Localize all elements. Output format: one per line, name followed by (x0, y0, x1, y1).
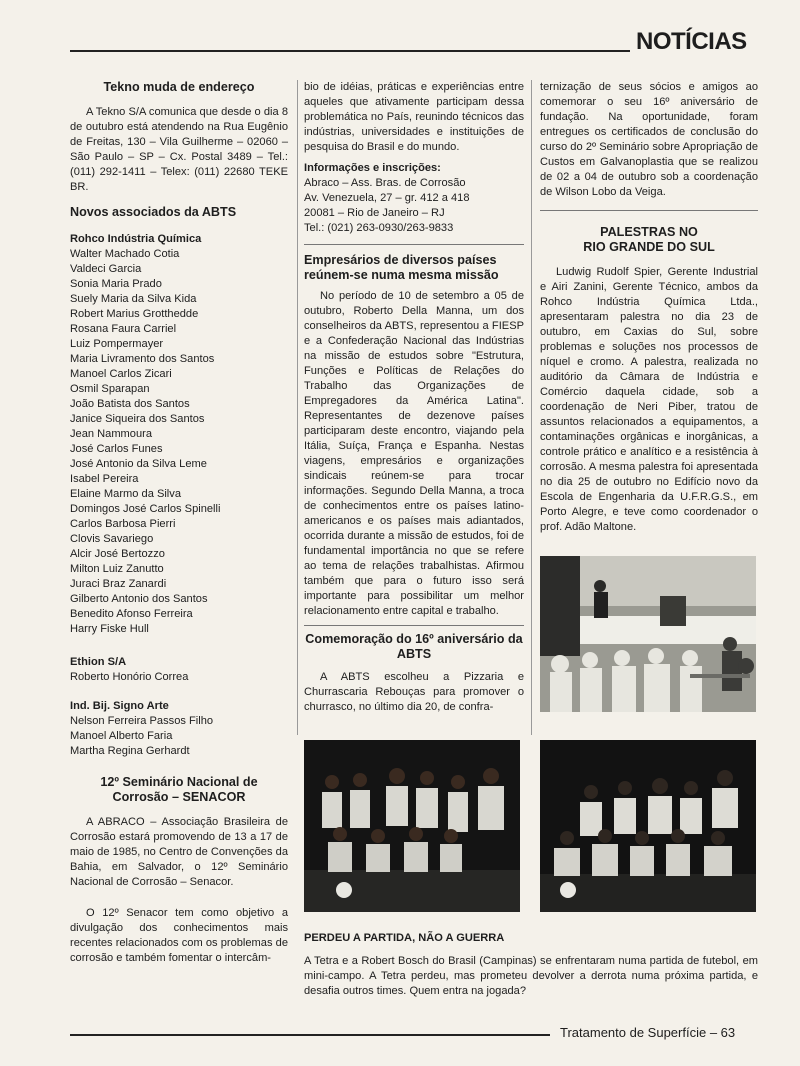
list-item: Manoel Alberto Faria (70, 730, 173, 742)
col3-divider (540, 210, 758, 211)
list-item: Robert Marius Grotthedde (70, 308, 199, 320)
ethion-company: Ethion S/A (70, 656, 127, 668)
palestras-title (540, 225, 758, 255)
ethion-names-list (70, 670, 288, 685)
tekno-title: Tekno muda de endereço (103, 80, 255, 94)
list-item: Janice Siqueira dos Santos (70, 413, 205, 425)
list-item: João Batista dos Santos (70, 398, 190, 410)
list-item: Tel.: (021) 263-0930/263-9833 (304, 222, 454, 234)
comemoracao-body: A ABTS escolheu a Pizzaria e Churrascaria Rebouças para promover o churrasco, no último dia 20, de confra- (304, 671, 524, 713)
comemoracao-title: Comemoração do 16º aniversário da ABTS (305, 632, 523, 661)
list-item: Luiz Pompermayer (70, 338, 164, 350)
palestras-title-line-1: PALESTRAS NO (600, 225, 698, 239)
senacor-title-line-2: Corrosão – SENACOR (112, 790, 246, 804)
team-photo-bosch (540, 740, 756, 912)
list-item: Alcir José Bertozzo (70, 548, 165, 560)
list-item: Osmil Sparapan (70, 383, 150, 395)
list-item: Manoel Carlos Zicari (70, 368, 172, 380)
section-title: NOTÍCIAS (636, 28, 747, 55)
empresarios-body: No período de 10 de setembro a 05 de outubro, Roberto Della Manna, um dos conselheiros da ABTS, representou a FIESP e a Confederação Nacional das Indústrias na missão de estudos sobre "Estrutura, Funções e Políticas de Relações do Trabalho das Organizações de Empregadores da América Latina". Representantes de dezenove países participaram deste encontro, viajando pela Itália, Suíça, França e Espanha. Nestas viagens, empresários e organizações sindicais reúnem-se para trocar informações. Segundo Della Manna, a troca de conhecimentos entre os países latino-americanos e os países mais adiantados, ocorrida durante a missão de estudos, foi de fundamental importância no que se refere ao tema de relações trabalhistas. Afirmou também que para o futuro isso será importante para possibilitar um melhor relacionamento entre capital e trabalho. (304, 290, 524, 617)
list-item: Benedito Afonso Ferreira (70, 608, 193, 620)
column-2 (304, 80, 524, 719)
novos-title: Novos associados da ABTS (70, 205, 237, 219)
column-3 (540, 80, 758, 539)
column-1 (70, 80, 288, 970)
list-item: Harry Fiske Hull (70, 623, 149, 635)
list-item: Valdeci Garcia (70, 263, 142, 275)
list-item: Maria Livramento dos Santos (70, 353, 215, 365)
list-item: Martha Regina Gerhardt (70, 745, 190, 757)
list-item: Jean Nammoura (70, 428, 153, 440)
senacor-paragraph-1: A ABRACO – Associação Brasileira de Corrosão estará promovendo de 13 a 17 de maio de 1985, no Centro de Convenções da Bahia, em Salvador, o 12º Seminário Nacional de Corrosão – Senacor. (70, 816, 288, 888)
list-item: Milton Luiz Zanutto (70, 563, 164, 575)
col2-divider-1 (304, 244, 524, 245)
list-item: Juraci Braz Zanardi (70, 578, 167, 590)
page-footer: Tratamento de Superfície – 63 (560, 1025, 736, 1040)
tekno-body: A Tekno S/A comunica que desde o dia 8 de outubro está atendendo na Rua Eugênio de Freitas, 130 – Vila Guilherme – 02060 – São Paulo – SP – Cx. Postal 3489 – Tel.: (011) 292-1411 – Telex: (011) 22680 TEKE BR. (70, 106, 288, 193)
rohco-company: Rohco Indústria Química (70, 233, 202, 245)
column-separator-1 (297, 80, 298, 735)
lecture-photo (540, 556, 756, 712)
col2-continued-paragraph: bio de idéias, práticas e experiências entre aqueles que ativamente participam dessa problemática no País, reunindo técnicos das indústrias, universidades e instituições de pesquisa do Brasil e do mundo. (304, 81, 524, 153)
caption-title: PERDEU A PARTIDA, NÃO A GUERRA (304, 932, 505, 944)
list-item: Rosana Faura Carriel (70, 323, 177, 335)
list-item: 20081 – Rio de Janeiro – RJ (304, 207, 445, 219)
senacor-title (70, 775, 288, 805)
caption-body: A Tetra e a Robert Bosch do Brasil (Campinas) se enfrentaram numa partida de futebol, em mini-campo. A Tetra perdeu, mas prometeu devolver a derrota numa próxima partida, e desafia outros times. Quem entra na jogada? (304, 955, 758, 997)
senacor-title-line-1: 12º Seminário Nacional de (100, 775, 258, 789)
palestras-title-line-2: RIO GRANDE DO SUL (583, 240, 715, 254)
info-lines (304, 176, 524, 236)
list-item: Gilberto Antonio dos Santos (70, 593, 208, 605)
header-rule (70, 50, 630, 52)
list-item: Domingos José Carlos Spinelli (70, 503, 221, 515)
list-item: Isabel Pereira (70, 473, 139, 485)
list-item: Sonia Maria Prado (70, 278, 162, 290)
list-item: Roberto Honório Correa (70, 671, 189, 683)
signo-names-list (70, 714, 288, 759)
list-item: José Carlos Funes (70, 443, 163, 455)
list-item: Abraco – Ass. Bras. de Corrosão (304, 177, 466, 189)
list-item: Carlos Barbosa Pierri (70, 518, 176, 530)
palestras-body: Ludwig Rudolf Spier, Gerente Industrial e Airi Zanini, Gerente Técnico, ambos da Rohco Indústria Química Ltda., apresentaram palestra no dia 23 de outubro, em Caxias do Sul, sobre problemas e soluções nos processos de níquel e cromo. A palestra, realizada no auditório da Câmara de Indústria e Comércio daquela cidade, sob a coordenação de Neri Piber, tratou de assuntos relacionados a equipamentos, a contaminações orgânicas e inorgânicas, a controle prático e analítico e a resistência à corrosão. A mesma palestra foi apresentada no dia 25 de outubro no Edifício novo da Escola de Engenharia da U.F.R.G.S., em Porto Alegre, e teve como coordenador o prof. Adão Maltone. (540, 266, 758, 533)
list-item: Walter Machado Cotia (70, 248, 180, 260)
senacor-paragraph-2: O 12º Senacor tem como objetivo a divulgação dos conhecimentos mais recentes relacionados com os problemas de corrosão e também fomentar o intercâm- (70, 907, 288, 964)
list-item: Suely Maria da Silva Kida (70, 293, 197, 305)
list-item: Av. Venezuela, 27 – gr. 412 a 418 (304, 192, 470, 204)
list-item: Nelson Ferreira Passos Filho (70, 715, 214, 727)
info-title: Informações e inscrições: (304, 162, 441, 174)
list-item: Elaine Marmo da Silva (70, 488, 181, 500)
signo-company: Ind. Bij. Signo Arte (70, 700, 169, 712)
column-separator-2 (531, 80, 532, 735)
rohco-names-list (70, 247, 288, 637)
list-item: José Antonio da Silva Leme (70, 458, 207, 470)
footer-rule (70, 1034, 550, 1036)
list-item: Clovis Savariego (70, 533, 154, 545)
col3-continued-paragraph: ternização de seus sócios e amigos ao comemorar o seu 16º aniversário de fundação. Na oportunidade, foram entregues os certificados de conclusão do curso do 2º Seminário sobre Apropriação de Custos em Galvanoplastia que se realizou de 02 a 04 de outubro sob a coordenação de Wilson Lobo da Veiga. (540, 81, 758, 198)
empresarios-title: Empresários de diversos países reúnem-se numa mesma missão (304, 253, 499, 282)
col2-divider-2 (304, 625, 524, 626)
team-photo-tetra (304, 740, 520, 912)
